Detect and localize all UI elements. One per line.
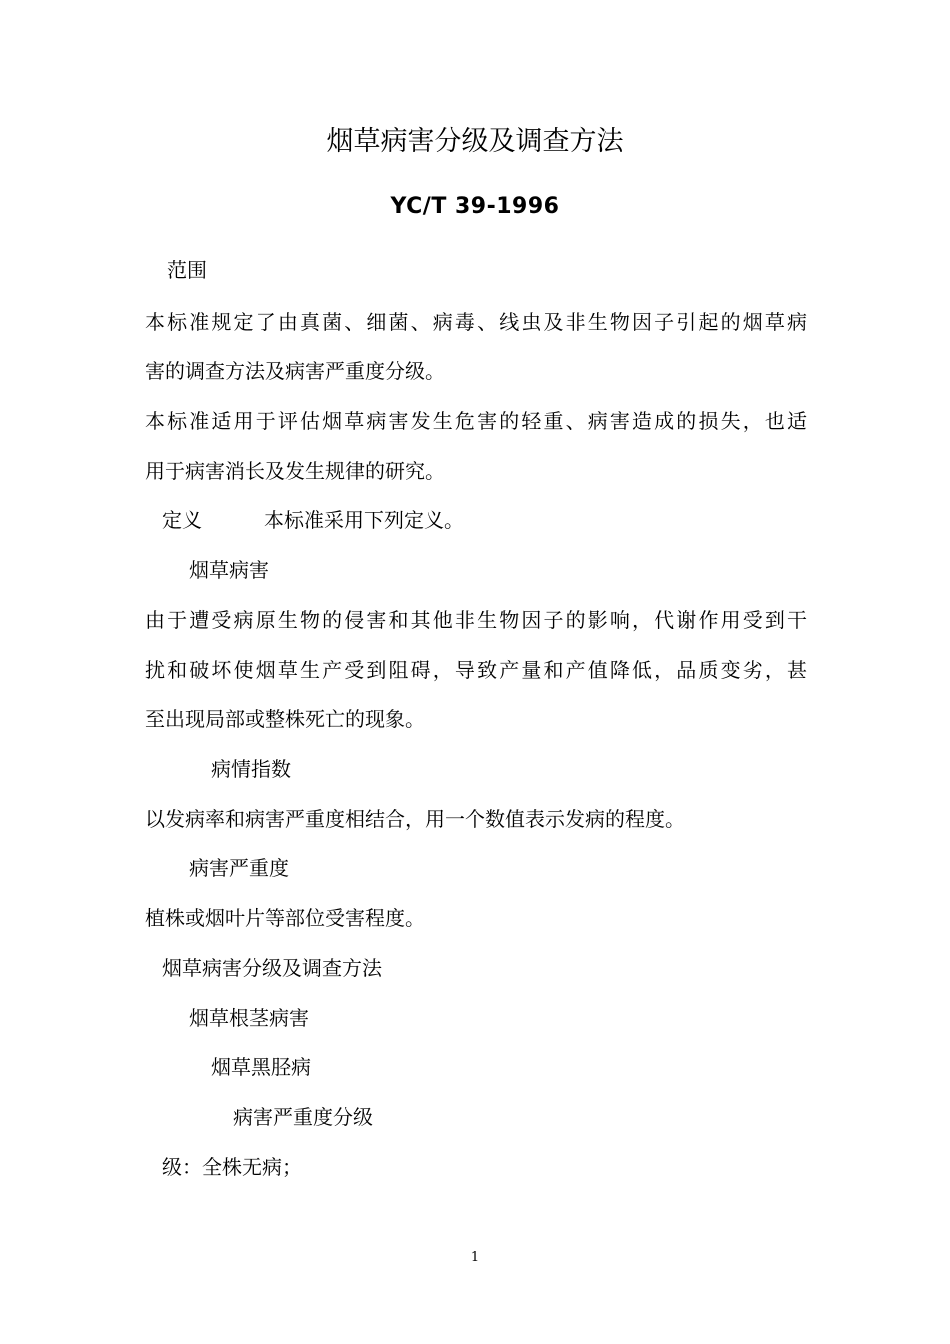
subsection-heading: 烟草黑胫病 xyxy=(211,1055,311,1079)
paragraph-line: 本标准适用于评估烟草病害发生危害的轻重、病害造成的损失，也适 xyxy=(145,409,807,433)
grade-item: 级：全株无病； xyxy=(162,1155,302,1179)
section-heading-definition xyxy=(162,504,464,536)
page-number: 1 xyxy=(470,1250,480,1265)
section-heading-scope: 范围 xyxy=(167,258,207,282)
paragraph-line: 植株或烟叶片等部位受害程度。 xyxy=(145,906,425,930)
definition-intro: 本标准采用下列定义。 xyxy=(264,508,464,532)
term-heading: 病害严重度 xyxy=(189,856,289,880)
paragraph-line: 以发病率和病害严重度相结合，用一个数值表示发病的程度。 xyxy=(145,807,685,831)
subsection-heading: 烟草根茎病害 xyxy=(189,1006,309,1030)
paragraph-line: 至出现局部或整株死亡的现象。 xyxy=(145,707,425,731)
paragraph-line: 本标准规定了由真菌、细菌、病毒、线虫及非生物因子引起的烟草病 xyxy=(145,310,807,334)
paragraph-line: 扰和破坏使烟草生产受到阻碍，导致产量和产值降低，品质变劣，甚 xyxy=(145,658,807,682)
section-heading-methods: 烟草病害分级及调查方法 xyxy=(162,956,382,980)
standard-code: YC/T 39-1996 xyxy=(390,194,560,219)
paragraph-line: 害的调查方法及病害严重度分级。 xyxy=(145,359,445,383)
paragraph-line: 用于病害消长及发生规律的研究。 xyxy=(145,459,445,483)
paragraph-line: 由于遭受病原生物的侵害和其他非生物因子的影响，代谢作用受到干 xyxy=(145,608,807,632)
document-title: 烟草病害分级及调查方法 xyxy=(326,126,624,157)
subsection-heading: 病害严重度分级 xyxy=(233,1105,373,1129)
definition-heading-label: 定义 xyxy=(162,508,202,532)
term-heading: 病情指数 xyxy=(211,757,291,781)
term-heading: 烟草病害 xyxy=(189,558,269,582)
